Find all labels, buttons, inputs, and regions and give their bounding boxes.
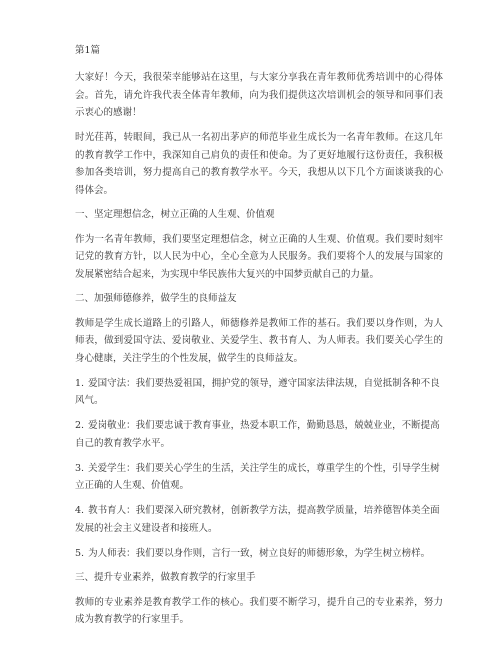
section-2-paragraph: 教师是学生成长道路上的引路人，师德修养是教师工作的基石。我们要以身作则，为人师表，做到爱国守法、爱岗敬业、关爱学生、教书育人、为人师表。我们要关心学生的身心健康，关注学生的个性发展，做学生的良师益友。 [75,317,443,364]
list-item-number: 4. [75,505,85,516]
section-1-heading: 一、坚定理想信念，树立正确的人生观、价值观 [75,208,275,220]
list-item-number: 5. [75,547,85,559]
list-item-text: 关爱学生：我们要关心学生的生活，关注学生的成长，尊重学生的个性，引导学生树立正确的人生观、价值观。 [75,462,440,491]
list-item-number: 1. [75,377,85,389]
intro-paragraph: 大家好！今天，我很荣幸能够站在这里，与大家分享我在青年教师优秀培训中的心得体会。首先，请允许我代表全体青年教师，向为我们提供这次培训机会的领导和同事们表示衷心的感谢！ [75,72,443,118]
list-item [75,545,443,563]
list-item [75,375,443,410]
list-item [75,460,443,495]
list-item-text: 教书育人：我们要深入研究教材，创新教学方法，提高教学质量，培养德智体美全面发展的社会主义建设者和接班人。 [75,505,440,534]
list-item-text: 为人师表：我们要以身作则，言行一致，树立良好的师德形象，为学生树立榜样。 [88,547,431,559]
section-1-paragraph: 作为一名青年教师，我们要坚定理想信念，树立正确的人生观、价值观。我们要时刻牢记党的教育方针，以人民为中心，全心全意为人民服务。我们要将个人的发展与国家的发展紧密结合起来，为实现中华民族伟大复兴的中国梦贡献自己的力量。 [75,233,443,280]
document-page [75,44,443,636]
list-item [75,502,443,537]
section-3-heading: 三、提升专业素养，做教育教学的行家里手 [75,571,256,583]
section-2-heading: 二、加强师德修养，做学生的良师益友 [75,292,237,304]
list-item-number: 2. [75,420,85,431]
page-title: 第1篇 [75,45,101,56]
section-3-paragraph: 教师的专业素养是教育教学工作的核心。我们要不断学习，提升自己的专业素养，努力成为教育教学的行家里手。 [75,596,443,625]
list-item-number: 3. [75,462,85,474]
list-item-text: 爱岗敬业：我们要忠诚于教育事业，热爱本职工作，勤勤恳恳，兢兢业业，不断提高自己的教育教学水平。 [75,420,440,449]
list-item [75,417,443,452]
list-item-text: 爱国守法：我们要热爱祖国，拥护党的领导，遵守国家法律法规，自觉抵制各种不良风气。 [75,377,440,406]
body-paragraph-2: 时光荏苒，转眼间，我已从一名初出茅庐的师范毕业生成长为一名青年教师。在这几年的教育教学工作中，我深知自己肩负的责任和使命。为了更好地履行这份责任，我积极参加各类培训，努力提高自己的教育教学水平。今天，我想从以下几个方面谈谈我的心得体会。 [75,132,443,196]
